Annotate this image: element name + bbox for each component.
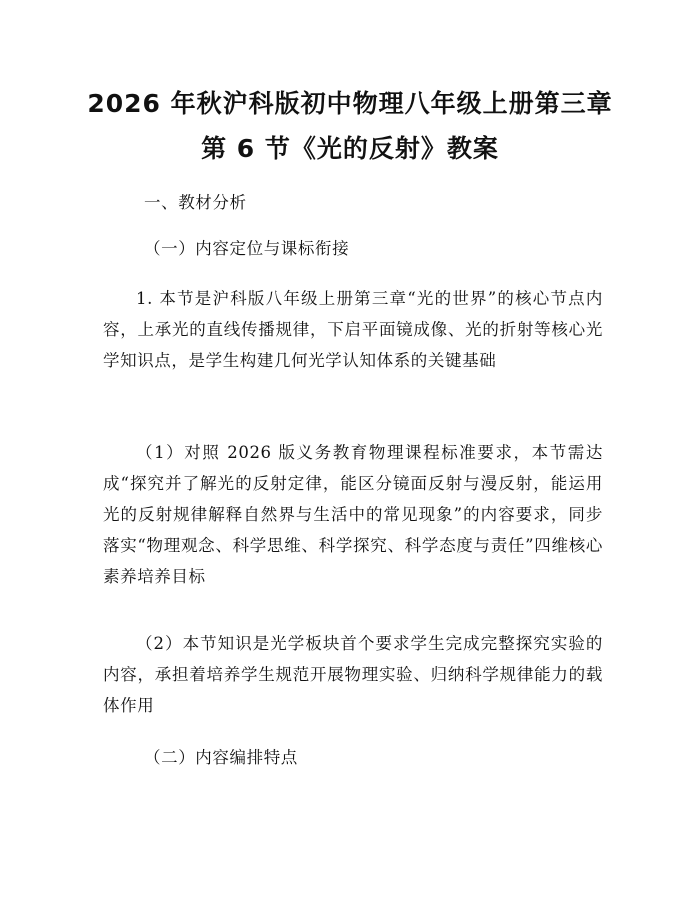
paragraph-experiment-role: （2）本节知识是光学板块首个要求学生完成完整探究实验的内容，承担着培养学生规范开展物理实验、归纳科学规律能力的载体作用 bbox=[103, 634, 603, 715]
document-title-line-2: 第 6 节《光的反射》教案 bbox=[201, 134, 499, 163]
subsection-heading-content-arrangement: （二）内容编排特点 bbox=[144, 748, 298, 767]
document-title-line-1: 2026 年秋沪科版初中物理八年级上册第三章 bbox=[87, 89, 613, 118]
subsection-heading-content-positioning: （一）内容定位与课标衔接 bbox=[144, 239, 350, 258]
paragraph-curriculum-standard: （1）对照 2026 版义务教育物理课程标准要求，本节需达成“探究并了解光的反射定律，能区分镜面反射与漫反射，能运用光的反射规律解释自然界与生活中的常见现象”的内容要求，同步落实“物理观念、科学思维、科学探究、科学态度与责任”四维核心素养培养目标 bbox=[103, 443, 603, 586]
paragraph-chapter-position: 1. 本节是沪科版八年级上册第三章“光的世界”的核心节点内容，上承光的直线传播规律，下启平面镜成像、光的折射等核心光学知识点，是学生构建几何光学认知体系的关键基础 bbox=[103, 289, 603, 370]
section-heading-textbook-analysis: 一、教材分析 bbox=[144, 193, 247, 212]
